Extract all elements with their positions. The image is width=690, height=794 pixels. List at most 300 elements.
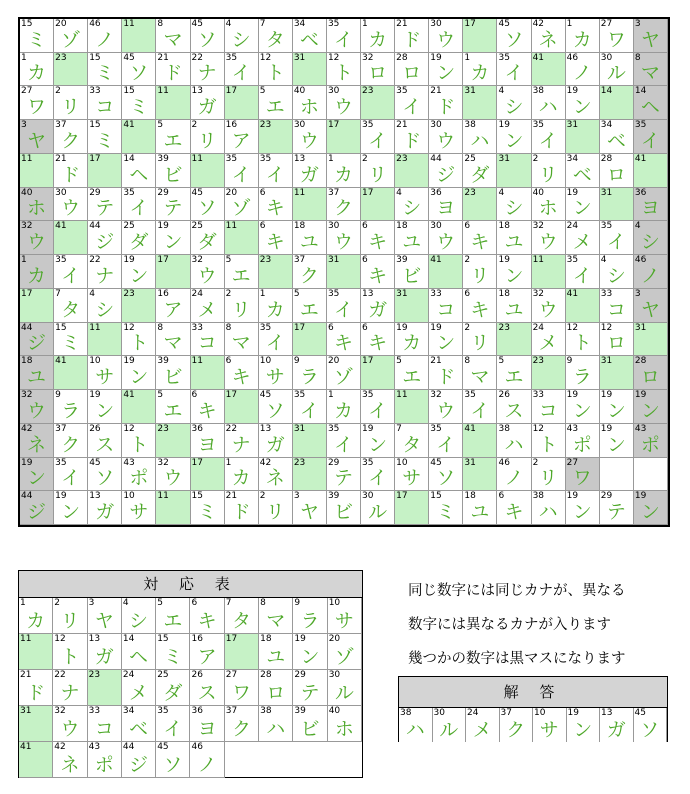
correspondence-cell[interactable] [122, 670, 156, 706]
grid-cell[interactable] [20, 255, 54, 289]
correspondence-cell[interactable] [328, 670, 362, 706]
grid-cell[interactable] [361, 356, 395, 390]
grid-cell[interactable] [634, 458, 668, 492]
grid-cell[interactable] [259, 188, 293, 222]
grid-cell[interactable] [566, 188, 600, 222]
correspondence-cell[interactable] [88, 598, 122, 634]
correspondence-cell[interactable] [225, 670, 259, 706]
grid-cell[interactable] [463, 458, 497, 492]
grid-cell[interactable] [122, 289, 156, 323]
grid-cell[interactable] [327, 19, 361, 53]
grid-cell[interactable] [225, 323, 259, 357]
grid-cell[interactable] [191, 53, 225, 87]
grid-cell[interactable] [429, 188, 463, 222]
grid-cell[interactable] [395, 356, 429, 390]
grid-cell[interactable] [532, 19, 566, 53]
grid-cell[interactable] [54, 188, 88, 222]
grid-cell[interactable] [429, 458, 463, 492]
grid-cell[interactable] [259, 356, 293, 390]
grid-cell[interactable] [395, 289, 429, 323]
correspondence-cell[interactable] [88, 742, 122, 778]
grid-cell[interactable] [191, 323, 225, 357]
grid-cell[interactable] [156, 86, 190, 120]
grid-cell[interactable] [293, 458, 327, 492]
grid-cell[interactable] [88, 188, 122, 222]
grid-cell[interactable] [259, 255, 293, 289]
grid-cell[interactable] [54, 289, 88, 323]
grid-cell[interactable] [532, 221, 566, 255]
grid-cell[interactable] [429, 53, 463, 87]
grid-cell[interactable] [20, 289, 54, 323]
grid-cell[interactable] [88, 120, 122, 154]
grid-cell[interactable] [54, 323, 88, 357]
grid-cell[interactable] [20, 53, 54, 87]
correspondence-cell[interactable] [88, 670, 122, 706]
grid-cell[interactable] [532, 86, 566, 120]
grid-cell[interactable] [122, 458, 156, 492]
grid-cell[interactable] [293, 255, 327, 289]
grid-cell[interactable] [600, 491, 634, 525]
correspondence-cell[interactable] [53, 670, 87, 706]
grid-cell[interactable] [361, 323, 395, 357]
correspondence-cell[interactable] [328, 598, 362, 634]
grid-cell[interactable] [532, 491, 566, 525]
grid-cell[interactable] [327, 390, 361, 424]
grid-cell[interactable] [429, 255, 463, 289]
grid-cell[interactable] [122, 53, 156, 87]
grid-cell[interactable] [361, 154, 395, 188]
grid-cell[interactable] [191, 19, 225, 53]
grid-cell[interactable] [361, 19, 395, 53]
grid-cell[interactable] [429, 86, 463, 120]
grid-cell[interactable] [395, 491, 429, 525]
grid-cell[interactable] [293, 188, 327, 222]
grid-cell[interactable] [327, 221, 361, 255]
grid-cell[interactable] [566, 491, 600, 525]
grid-cell[interactable] [361, 289, 395, 323]
correspondence-cell[interactable] [293, 598, 327, 634]
grid-cell[interactable] [600, 53, 634, 87]
grid-cell[interactable] [20, 120, 54, 154]
correspondence-cell[interactable] [190, 670, 224, 706]
grid-cell[interactable] [225, 289, 259, 323]
grid-cell[interactable] [395, 188, 429, 222]
correspondence-cell[interactable] [293, 634, 327, 670]
grid-cell[interactable] [293, 86, 327, 120]
grid-cell[interactable] [122, 424, 156, 458]
correspondence-cell[interactable] [19, 598, 53, 634]
grid-cell[interactable] [191, 120, 225, 154]
grid-cell[interactable] [395, 154, 429, 188]
grid-cell[interactable] [327, 458, 361, 492]
grid-cell[interactable] [634, 19, 668, 53]
grid-cell[interactable] [497, 221, 531, 255]
grid-cell[interactable] [532, 120, 566, 154]
grid-cell[interactable] [532, 289, 566, 323]
correspondence-cell[interactable] [88, 634, 122, 670]
grid-cell[interactable] [395, 19, 429, 53]
grid-cell[interactable] [225, 424, 259, 458]
grid-cell[interactable] [88, 356, 122, 390]
grid-cell[interactable] [327, 289, 361, 323]
correspondence-cell[interactable] [53, 598, 87, 634]
grid-cell[interactable] [327, 255, 361, 289]
grid-cell[interactable] [122, 188, 156, 222]
correspondence-cell[interactable] [293, 706, 327, 742]
grid-cell[interactable] [497, 120, 531, 154]
grid-cell[interactable] [463, 390, 497, 424]
grid-cell[interactable] [532, 458, 566, 492]
correspondence-cell[interactable] [19, 742, 53, 778]
grid-cell[interactable] [293, 491, 327, 525]
grid-cell[interactable] [259, 154, 293, 188]
grid-cell[interactable] [191, 86, 225, 120]
answer-cell[interactable] [466, 708, 500, 742]
grid-cell[interactable] [293, 289, 327, 323]
grid-cell[interactable] [191, 424, 225, 458]
grid-cell[interactable] [88, 255, 122, 289]
grid-cell[interactable] [497, 424, 531, 458]
grid-cell[interactable] [293, 390, 327, 424]
grid-cell[interactable] [20, 323, 54, 357]
grid-cell[interactable] [566, 53, 600, 87]
grid-cell[interactable] [225, 154, 259, 188]
grid-cell[interactable] [259, 53, 293, 87]
grid-cell[interactable] [600, 154, 634, 188]
grid-cell[interactable] [293, 356, 327, 390]
grid-cell[interactable] [20, 491, 54, 525]
grid-cell[interactable] [600, 221, 634, 255]
grid-cell[interactable] [429, 424, 463, 458]
grid-cell[interactable] [463, 289, 497, 323]
correspondence-cell[interactable] [122, 598, 156, 634]
grid-cell[interactable] [88, 289, 122, 323]
grid-cell[interactable] [566, 120, 600, 154]
grid-cell[interactable] [327, 188, 361, 222]
correspondence-cell[interactable] [19, 706, 53, 742]
grid-cell[interactable] [225, 255, 259, 289]
grid-cell[interactable] [293, 154, 327, 188]
grid-cell[interactable] [88, 19, 122, 53]
grid-cell[interactable] [259, 424, 293, 458]
grid-cell[interactable] [20, 390, 54, 424]
grid-cell[interactable] [156, 255, 190, 289]
grid-cell[interactable] [293, 120, 327, 154]
grid-cell[interactable] [191, 390, 225, 424]
answer-cell[interactable] [399, 708, 433, 742]
grid-cell[interactable] [259, 120, 293, 154]
grid-cell[interactable] [463, 53, 497, 87]
grid-cell[interactable] [429, 356, 463, 390]
grid-cell[interactable] [361, 120, 395, 154]
grid-cell[interactable] [54, 390, 88, 424]
grid-cell[interactable] [88, 390, 122, 424]
grid-cell[interactable] [361, 491, 395, 525]
grid-cell[interactable] [497, 458, 531, 492]
grid-cell[interactable] [634, 323, 668, 357]
grid-cell[interactable] [463, 424, 497, 458]
grid-cell[interactable] [327, 491, 361, 525]
grid-cell[interactable] [191, 458, 225, 492]
correspondence-cell[interactable] [225, 634, 259, 670]
correspondence-cell[interactable] [156, 670, 190, 706]
grid-cell[interactable] [463, 221, 497, 255]
grid-cell[interactable] [259, 86, 293, 120]
grid-cell[interactable] [566, 86, 600, 120]
grid-cell[interactable] [532, 53, 566, 87]
grid-cell[interactable] [54, 19, 88, 53]
grid-cell[interactable] [88, 221, 122, 255]
grid-cell[interactable] [156, 323, 190, 357]
grid-cell[interactable] [497, 289, 531, 323]
correspondence-cell[interactable] [156, 706, 190, 742]
grid-cell[interactable] [600, 390, 634, 424]
correspondence-cell[interactable] [259, 634, 293, 670]
correspondence-cell[interactable] [259, 706, 293, 742]
grid-cell[interactable] [600, 356, 634, 390]
grid-cell[interactable] [566, 424, 600, 458]
grid-cell[interactable] [54, 255, 88, 289]
correspondence-cell[interactable] [156, 598, 190, 634]
grid-cell[interactable] [20, 458, 54, 492]
grid-cell[interactable] [395, 323, 429, 357]
grid-cell[interactable] [600, 424, 634, 458]
answer-cell[interactable] [634, 708, 668, 742]
grid-cell[interactable] [395, 255, 429, 289]
grid-cell[interactable] [429, 19, 463, 53]
grid-cell[interactable] [463, 356, 497, 390]
grid-cell[interactable] [497, 390, 531, 424]
correspondence-cell[interactable] [156, 634, 190, 670]
correspondence-cell[interactable] [19, 634, 53, 670]
grid-cell[interactable] [225, 356, 259, 390]
correspondence-cell[interactable] [328, 634, 362, 670]
grid-cell[interactable] [191, 221, 225, 255]
correspondence-cell[interactable] [190, 706, 224, 742]
grid-cell[interactable] [54, 356, 88, 390]
grid-cell[interactable] [361, 390, 395, 424]
correspondence-cell[interactable] [190, 742, 224, 778]
grid-cell[interactable] [191, 255, 225, 289]
correspondence-cell[interactable] [19, 670, 53, 706]
correspondence-cell[interactable] [53, 634, 87, 670]
grid-cell[interactable] [429, 323, 463, 357]
grid-cell[interactable] [566, 390, 600, 424]
grid-cell[interactable] [429, 120, 463, 154]
grid-cell[interactable] [225, 458, 259, 492]
grid-cell[interactable] [20, 424, 54, 458]
grid-cell[interactable] [122, 19, 156, 53]
grid-cell[interactable] [532, 255, 566, 289]
grid-cell[interactable] [54, 458, 88, 492]
grid-cell[interactable] [429, 221, 463, 255]
grid-cell[interactable] [327, 120, 361, 154]
correspondence-cell[interactable] [53, 742, 87, 778]
grid-cell[interactable] [600, 458, 634, 492]
grid-cell[interactable] [497, 356, 531, 390]
grid-cell[interactable] [634, 255, 668, 289]
grid-cell[interactable] [566, 323, 600, 357]
grid-cell[interactable] [395, 458, 429, 492]
grid-cell[interactable] [156, 53, 190, 87]
grid-cell[interactable] [88, 154, 122, 188]
grid-cell[interactable] [191, 154, 225, 188]
grid-cell[interactable] [327, 356, 361, 390]
grid-cell[interactable] [395, 53, 429, 87]
grid-cell[interactable] [429, 154, 463, 188]
grid-cell[interactable] [225, 188, 259, 222]
grid-cell[interactable] [54, 154, 88, 188]
grid-cell[interactable] [634, 390, 668, 424]
grid-cell[interactable] [122, 154, 156, 188]
grid-cell[interactable] [225, 53, 259, 87]
grid-cell[interactable] [497, 255, 531, 289]
grid-cell[interactable] [293, 424, 327, 458]
grid-cell[interactable] [634, 53, 668, 87]
grid-cell[interactable] [156, 289, 190, 323]
grid-cell[interactable] [122, 390, 156, 424]
grid-cell[interactable] [566, 221, 600, 255]
grid-cell[interactable] [293, 323, 327, 357]
grid-cell[interactable] [156, 19, 190, 53]
grid-cell[interactable] [259, 323, 293, 357]
grid-cell[interactable] [463, 188, 497, 222]
grid-cell[interactable] [463, 19, 497, 53]
grid-cell[interactable] [54, 120, 88, 154]
grid-cell[interactable] [156, 120, 190, 154]
correspondence-cell[interactable] [293, 670, 327, 706]
correspondence-cell[interactable] [225, 706, 259, 742]
grid-cell[interactable] [566, 356, 600, 390]
correspondence-cell[interactable] [259, 598, 293, 634]
answer-cell[interactable] [500, 708, 534, 742]
grid-cell[interactable] [156, 154, 190, 188]
grid-cell[interactable] [634, 188, 668, 222]
correspondence-cell[interactable] [156, 742, 190, 778]
grid-cell[interactable] [634, 221, 668, 255]
grid-cell[interactable] [600, 120, 634, 154]
grid-cell[interactable] [497, 491, 531, 525]
grid-cell[interactable] [532, 356, 566, 390]
grid-cell[interactable] [429, 289, 463, 323]
grid-cell[interactable] [191, 356, 225, 390]
grid-cell[interactable] [156, 491, 190, 525]
grid-cell[interactable] [156, 458, 190, 492]
grid-cell[interactable] [20, 188, 54, 222]
grid-cell[interactable] [259, 491, 293, 525]
grid-cell[interactable] [463, 255, 497, 289]
grid-cell[interactable] [395, 424, 429, 458]
grid-cell[interactable] [634, 154, 668, 188]
grid-cell[interactable] [156, 188, 190, 222]
grid-cell[interactable] [463, 154, 497, 188]
grid-cell[interactable] [122, 356, 156, 390]
grid-cell[interactable] [225, 120, 259, 154]
grid-cell[interactable] [122, 491, 156, 525]
grid-cell[interactable] [54, 86, 88, 120]
grid-cell[interactable] [54, 53, 88, 87]
grid-cell[interactable] [532, 323, 566, 357]
grid-cell[interactable] [293, 53, 327, 87]
grid-cell[interactable] [88, 53, 122, 87]
grid-cell[interactable] [122, 323, 156, 357]
grid-cell[interactable] [259, 221, 293, 255]
grid-cell[interactable] [327, 323, 361, 357]
grid-cell[interactable] [20, 19, 54, 53]
grid-cell[interactable] [395, 120, 429, 154]
grid-cell[interactable] [225, 19, 259, 53]
grid-cell[interactable] [88, 323, 122, 357]
grid-cell[interactable] [600, 289, 634, 323]
grid-cell[interactable] [225, 491, 259, 525]
grid-cell[interactable] [566, 289, 600, 323]
grid-cell[interactable] [463, 323, 497, 357]
grid-cell[interactable] [293, 221, 327, 255]
grid-cell[interactable] [600, 323, 634, 357]
grid-cell[interactable] [361, 255, 395, 289]
correspondence-cell[interactable] [190, 598, 224, 634]
grid-cell[interactable] [20, 356, 54, 390]
grid-cell[interactable] [88, 86, 122, 120]
answer-cell[interactable] [567, 708, 601, 742]
correspondence-cell[interactable] [122, 634, 156, 670]
grid-cell[interactable] [532, 154, 566, 188]
grid-cell[interactable] [361, 458, 395, 492]
grid-cell[interactable] [191, 491, 225, 525]
grid-cell[interactable] [293, 19, 327, 53]
grid-cell[interactable] [20, 154, 54, 188]
grid-cell[interactable] [532, 188, 566, 222]
correspondence-cell[interactable] [122, 742, 156, 778]
answer-cell[interactable] [433, 708, 467, 742]
grid-cell[interactable] [600, 255, 634, 289]
grid-cell[interactable] [395, 221, 429, 255]
grid-cell[interactable] [600, 86, 634, 120]
answer-cell[interactable] [600, 708, 634, 742]
grid-cell[interactable] [463, 491, 497, 525]
correspondence-cell[interactable] [88, 706, 122, 742]
grid-cell[interactable] [156, 356, 190, 390]
grid-cell[interactable] [361, 424, 395, 458]
grid-cell[interactable] [566, 19, 600, 53]
grid-cell[interactable] [122, 221, 156, 255]
grid-cell[interactable] [156, 390, 190, 424]
correspondence-cell[interactable] [122, 706, 156, 742]
grid-cell[interactable] [463, 120, 497, 154]
grid-cell[interactable] [429, 390, 463, 424]
grid-cell[interactable] [497, 154, 531, 188]
correspondence-cell[interactable] [259, 670, 293, 706]
grid-cell[interactable] [361, 86, 395, 120]
grid-cell[interactable] [395, 390, 429, 424]
grid-cell[interactable] [225, 86, 259, 120]
grid-cell[interactable] [20, 221, 54, 255]
correspondence-cell[interactable] [53, 706, 87, 742]
grid-cell[interactable] [191, 188, 225, 222]
grid-cell[interactable] [122, 255, 156, 289]
grid-cell[interactable] [532, 424, 566, 458]
grid-cell[interactable] [88, 424, 122, 458]
grid-cell[interactable] [634, 491, 668, 525]
grid-cell[interactable] [259, 390, 293, 424]
grid-cell[interactable] [497, 86, 531, 120]
grid-cell[interactable] [566, 255, 600, 289]
grid-cell[interactable] [225, 390, 259, 424]
grid-cell[interactable] [327, 86, 361, 120]
grid-cell[interactable] [566, 154, 600, 188]
grid-cell[interactable] [634, 120, 668, 154]
grid-cell[interactable] [122, 86, 156, 120]
